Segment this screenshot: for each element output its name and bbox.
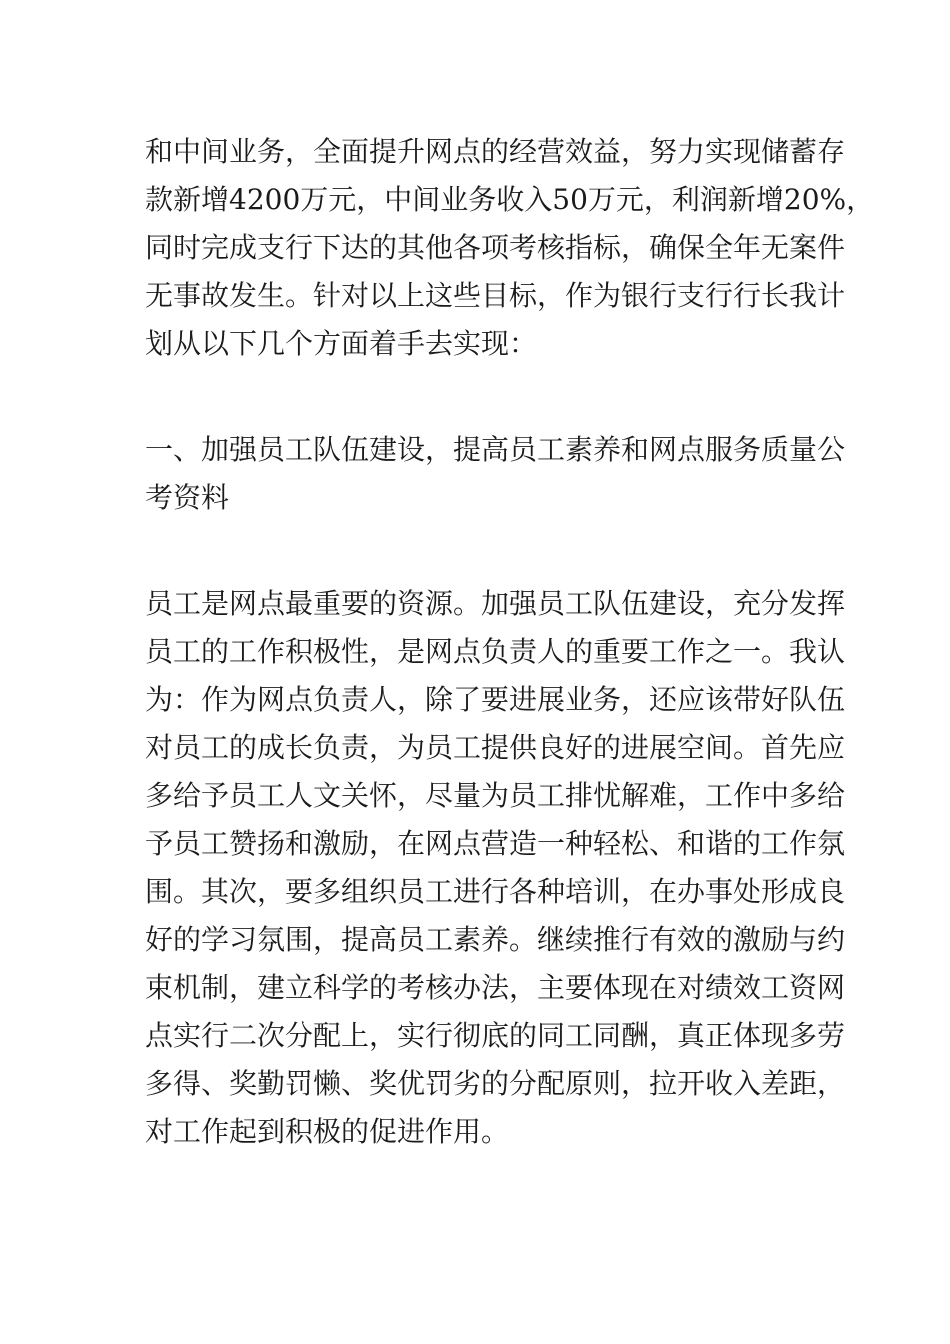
text-line: 员工的工作积极性，是网点负责人的重要工作之一。我认 <box>145 635 846 668</box>
paragraph-targets <box>145 128 875 368</box>
heading-line: 一、加强员工队伍建设，提高员工素养和网点服务质量公 <box>145 433 846 466</box>
text-line: 为：作为网点负责人，除了要进展业务，还应该带好队伍 <box>145 683 846 716</box>
text-line: 员工是网点最重要的资源。加强员工队伍建设，充分发挥 <box>145 587 846 620</box>
text-line: 划从以下几个方面着手去实现： <box>145 327 538 360</box>
section-heading <box>145 426 846 522</box>
heading-line: 考资料 <box>145 481 230 514</box>
text-line: 款新增4200万元，中间业务收入50万元，利润新增20%， <box>145 183 875 216</box>
document-body <box>145 128 875 1214</box>
text-line: 对员工的成长负责，为员工提供良好的进展空间。首先应 <box>145 731 846 764</box>
text-line: 点实行二次分配上，实行彻底的同工同酬，真正体现多劳 <box>145 1019 846 1052</box>
text-line: 好的学习氛围，提高员工素养。继续推行有效的激励与约 <box>145 923 846 956</box>
text-line: 予员工赞扬和激励，在网点营造一种轻松、和谐的工作氛 <box>145 827 846 860</box>
text-line: 对工作起到积极的促进作用。 <box>145 1115 510 1148</box>
text-line: 同时完成支行下达的其他各项考核指标，确保全年无案件 <box>145 231 846 264</box>
text-line: 多给予员工人文关怀，尽量为员工排忧解难，工作中多给 <box>145 779 846 812</box>
text-line: 束机制，建立科学的考核办法，主要体现在对绩效工资网 <box>145 971 846 1004</box>
text-line: 围。其次，要多组织员工进行各种培训，在办事处形成良 <box>145 875 846 908</box>
text-line: 多得、奖勤罚懒、奖优罚劣的分配原则，拉开收入差距， <box>145 1067 846 1100</box>
paragraph-staff <box>145 580 846 1156</box>
text-line: 无事故发生。针对以上这些目标，作为银行支行行长我计 <box>145 279 846 312</box>
text-line: 和中间业务，全面提升网点的经营效益，努力实现储蓄存 <box>145 135 846 168</box>
